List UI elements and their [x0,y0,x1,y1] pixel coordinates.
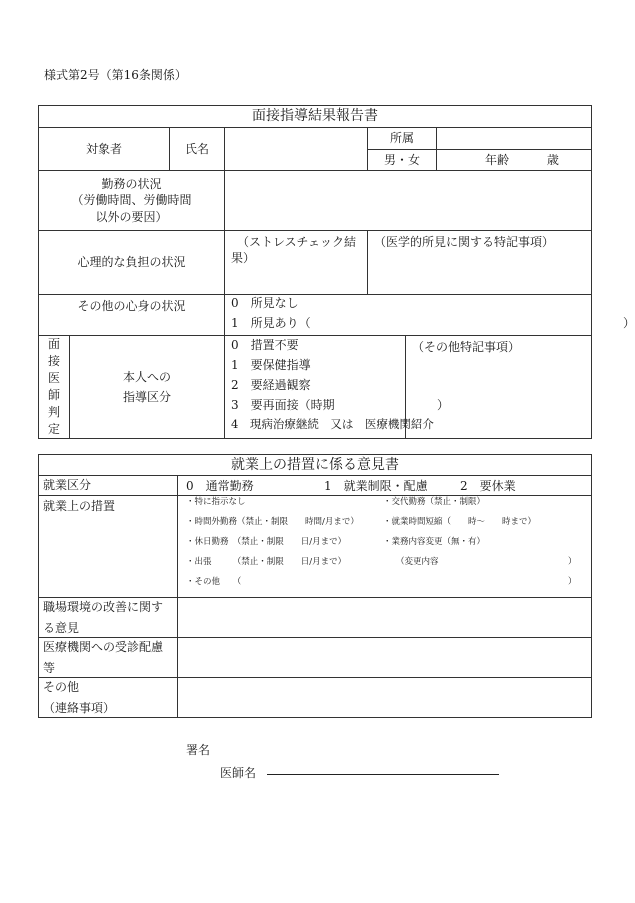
other-label [39,678,178,718]
name-label: 氏名 [170,128,225,171]
medical-referral-line: 医療機関への受診配慮 [43,640,164,655]
other-field[interactable] [178,678,592,718]
other-condition-options[interactable] [225,295,635,336]
report-table [38,105,635,439]
guidance-label [70,336,225,439]
judgment-char: 師 [47,388,60,402]
affiliation-field[interactable] [437,128,592,150]
measure-change-content[interactable]: （変更内容 [396,556,439,567]
judgment-char: 定 [47,422,60,436]
work-status-line: 勤務の状況 [101,177,162,192]
guidance-options[interactable] [225,336,450,439]
guidance-option[interactable]: 0 措置不要 [231,338,299,352]
guidance-option[interactable]: 4 現病治療継続 又は 医療機関紹介 [231,417,434,431]
opinion-title: 就業上の措置に係る意見書 [39,455,592,476]
psych-burden-label: 心理的な負担の状況 [39,231,225,295]
measure-option[interactable]: ・出張 （禁止・制限 日/月まで） [186,556,347,567]
measure-option[interactable]: ・休日勤務 （禁止・制限 日/月まで） [186,536,347,547]
measures-options[interactable] [178,496,592,598]
measure-option[interactable]: ・時間外勤務（禁止・制限 時間/月まで） [186,516,359,527]
guidance-label-line: 本人への [122,369,171,384]
age-label: 年齢 [485,152,510,167]
measure-option[interactable]: ・特に指示なし [186,496,246,507]
guidance-option[interactable]: 2 要経過観察 [231,378,311,392]
work-status-label [39,171,225,231]
guidance-option[interactable]: 3 要再面接（時期 [231,398,335,412]
doctor-name-label: 医師名 [220,766,257,780]
doctor-signature-line[interactable] [267,774,499,775]
measure-option-other[interactable]: ・その他 （ [186,576,242,587]
measures-label: 就業上の措置 [39,496,178,598]
other-condition-label: その他の心身の状況 [39,295,225,336]
closing-paren: ） [568,556,577,567]
gender-field[interactable]: 男・女 [368,150,437,171]
medical-referral-line: 等 [43,660,56,675]
sign-label: 署名 [186,743,211,757]
target-label: 対象者 [39,128,170,171]
age-field[interactable] [437,150,592,171]
work-status-field[interactable] [225,171,592,231]
medical-referral-label [39,638,178,678]
form-label: 様式第2号（第16条関係） [44,68,187,82]
guidance-option-close: ） [437,398,450,412]
category-option-normal[interactable]: 0 通常勤務 [186,478,254,493]
measure-option[interactable]: ・就業時間短縮（ 時〜 時まで） [383,516,537,527]
measure-option[interactable]: ・交代勤務（禁止・制限） [383,496,486,507]
workplace-label [39,598,178,638]
guidance-label-line: 指導区分 [122,390,171,404]
judgment-char: 判 [47,405,60,419]
workplace-line: る意見 [43,620,80,635]
option-findings-close: ） [623,316,635,330]
stress-check-field[interactable] [225,231,368,295]
option-no-findings[interactable]: 0 所見なし [231,296,299,310]
judgment-char: 面 [47,337,60,351]
other-line: （連絡事項） [43,700,116,715]
option-findings[interactable]: 1 所見あり（ [231,316,311,330]
work-status-line: （労働時間、労働時間 [71,193,192,208]
closing-paren: ） [568,576,577,587]
measure-option[interactable]: ・業務内容変更（無・有） [383,536,486,547]
affiliation-label: 所属 [368,128,437,150]
category-option-restricted[interactable]: 1 就業制限・配慮 [324,478,428,493]
judgment-char: 医 [47,371,60,385]
name-field[interactable] [225,128,368,171]
workplace-field[interactable] [178,598,592,638]
category-option-leave[interactable]: 2 要休業 [460,478,516,493]
judgment-label [39,336,70,439]
opinion-table [38,454,592,718]
other-notes-label: （その他特記事項） [412,340,521,354]
other-line: その他 [43,680,80,695]
report-title: 面接指導結果報告書 [39,106,592,128]
work-status-line: 以外の要因） [95,209,168,224]
age-unit: 歳 [546,152,559,167]
medical-findings-field[interactable] [368,231,592,295]
medical-referral-field[interactable] [178,638,592,678]
medical-findings-label: （医学的所見に関する特記事項） [374,235,555,249]
workplace-line: 職場環境の改善に関す [43,600,164,615]
stress-check-label: （ストレスチェック結果） [231,235,357,266]
judgment-char: 接 [47,354,60,368]
category-options[interactable] [178,476,592,496]
guidance-option[interactable]: 1 要保健指導 [231,358,311,372]
category-label: 就業区分 [39,476,178,496]
